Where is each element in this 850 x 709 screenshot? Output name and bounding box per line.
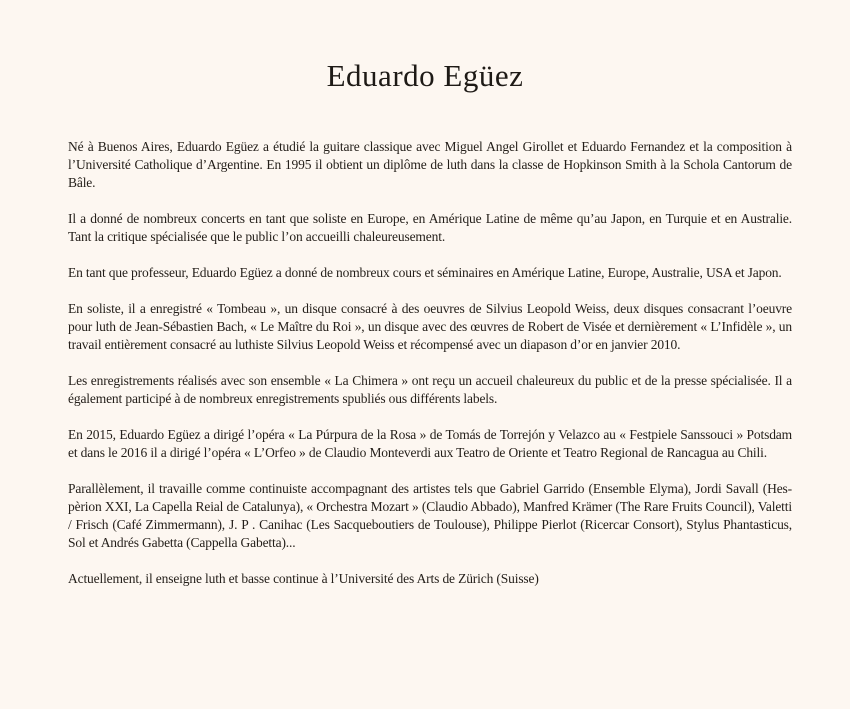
- bio-paragraph-1: Né à Buenos Aires, Eduardo Egüez a étudié la guitare classique avec Miguel Angel Girollet et Eduardo Fernandez et la composition à l’Université Catholique d’Argentine. En 1995 il obtient un diplôme de luth dans la classe de Hopkinson Smith à la Schola Cantorum de Bâle.: [68, 139, 792, 190]
- biography-text: [0, 94, 850, 588]
- bio-paragraph-5: Les enregistrements réalisés avec son ensemble « La Chimera » ont reçu un accueil chaleureux du public et de la presse spécialisée. Il a également participé à de nombreux enregistrements spubliés ous différents labels.: [68, 373, 792, 406]
- bio-paragraph-6: En 2015, Eduardo Egüez a dirigé l’opéra « La Púrpura de la Rosa » de Tomás de Torrejón y Velazco au « Festpiele Sanssouci » Potsdam et dans le 2016 il a dirigé l’opéra « L’Orfeo » de Claudio Monteverdi aux Teatro de Oriente et Teatro Regional de Rancagua au Chili.: [68, 427, 792, 460]
- page-title: Eduardo Egüez: [326, 58, 524, 93]
- bio-paragraph-4: En soliste, il a enregistré « Tombeau », un disque consacré à des oeuvres de Silvius Leopold Weiss, deux disques consacrant l’oeuvre pour luth de Jean-Sébastien Bach, « Le Maître du Roi », un disque avec des œuvres de Robert de Visée et dernièrement « L’Infidèle », un travail entièrement consacré au luthiste Silvius Leopold Weiss et récompensé avec un diapason d’or en janvier 2010.: [68, 301, 792, 352]
- bio-paragraph-2: Il a donné de nombreux concerts en tant que soliste en Europe, en Amérique Latine de même qu’au Japon, en Turquie et en Australie. Tant la critique spécialisée que le public l’on accueilli chaleureusement.: [68, 211, 792, 244]
- bio-paragraph-3: En tant que professeur, Eduardo Egüez a donné de nombreux cours et séminaires en Amérique Latine, Europe, Australie, USA et Japon.: [68, 265, 782, 280]
- bio-paragraph-7: Parallèlement, il travaille comme continuiste accompagnant des artistes tels que Gabriel Garrido (Ensemble Elyma), Jordi Savall (Hes-pèrion XXI, La Capella Reial de Catalunya), « Orchestra Mozart » (Claudio Abbado), Manfred Krämer (The Rare Fruits Council), Valetti / Frisch (Café Zimmermann), J. P . Canihac (Les Sacqueboutiers de Toulouse), Philippe Pierlot (Ricercar Consort), Stylus Phantasticus, Sol et Andrés Gabetta (Cappella Gabetta)...: [68, 481, 792, 550]
- bio-paragraph-8: Actuellement, il enseigne luth et basse continue à l’Université des Arts de Zürich (Suisse): [68, 571, 539, 586]
